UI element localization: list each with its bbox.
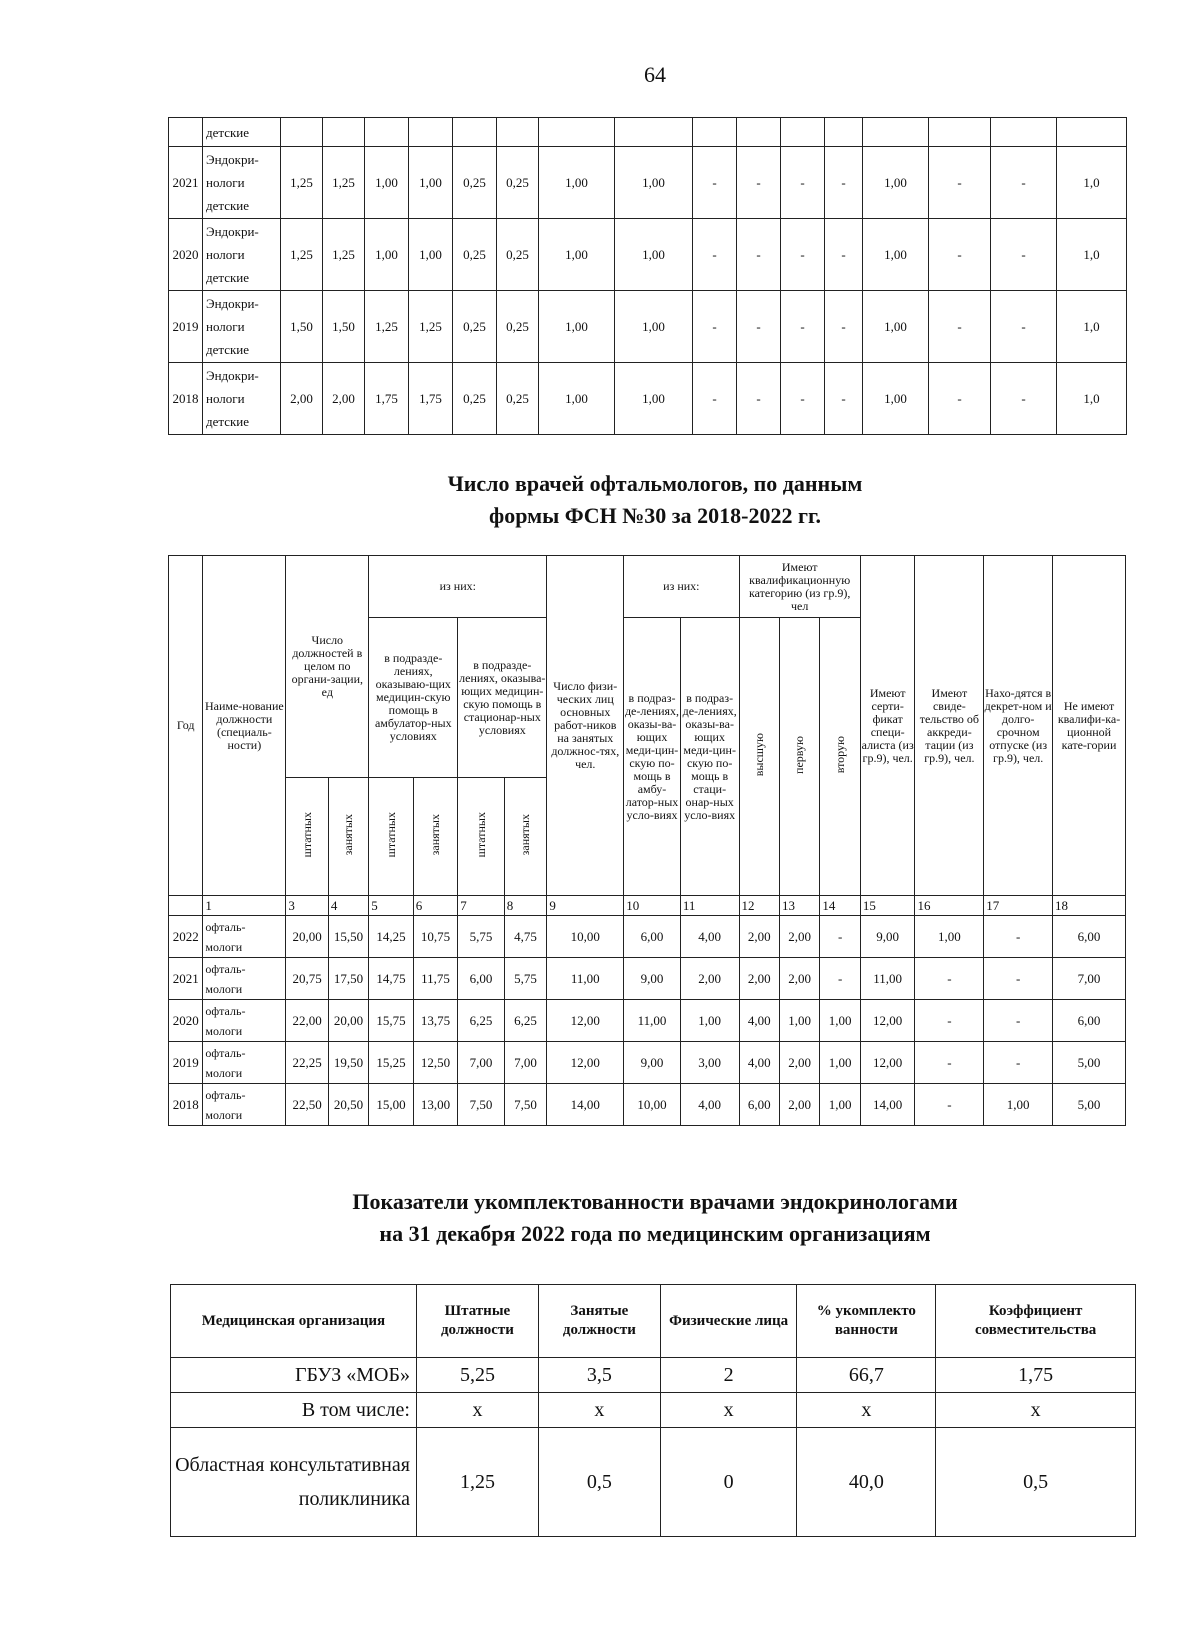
header-highest: высшую xyxy=(751,733,766,777)
position-name-line: Эндокри- xyxy=(206,152,259,167)
table-cell: 4,00 xyxy=(680,916,739,958)
table-cell: - xyxy=(825,219,863,291)
header-name: Наиме-нование должности (специаль-ности) xyxy=(203,556,286,896)
table-cell: 1,00 xyxy=(409,219,453,291)
table-cell: 7,00 xyxy=(1053,958,1126,1000)
position-name xyxy=(203,1000,286,1042)
table-cell: 20,00 xyxy=(328,1000,368,1042)
table-cell: - xyxy=(737,219,781,291)
table-row xyxy=(169,958,1126,1000)
header-staff: штатных xyxy=(383,812,398,858)
header-occupied-positions: Занятые должности xyxy=(538,1285,660,1358)
table-cell: x xyxy=(660,1393,797,1428)
table-cell: 10,00 xyxy=(547,916,624,958)
position-name xyxy=(203,219,281,291)
year-cell: 2021 xyxy=(169,147,203,219)
table-cell: - xyxy=(991,219,1057,291)
table-cell: 0,25 xyxy=(453,291,497,363)
table-cell: 12,00 xyxy=(547,1042,624,1084)
position-name-line: нологи xyxy=(206,247,245,262)
header-physical-persons: Число физи-ческих лиц основных работ-ников на занятых должнос-тях, чел. xyxy=(547,556,624,896)
table-cell: 7,50 xyxy=(458,1084,505,1126)
table-cell: 2,00 xyxy=(779,916,819,958)
column-number: 6 xyxy=(413,896,458,916)
column-number: 5 xyxy=(369,896,414,916)
table-cell: 40,0 xyxy=(797,1428,936,1537)
table-cell: 0,25 xyxy=(497,219,539,291)
table-cell: 3,5 xyxy=(538,1358,660,1393)
table-cell: 19,50 xyxy=(328,1042,368,1084)
table-cell: 0,25 xyxy=(453,219,497,291)
column-numbers-row xyxy=(169,896,1126,916)
position-name-line: офталь- xyxy=(205,1003,246,1018)
table-cell: - xyxy=(984,916,1053,958)
table-cell: 12,00 xyxy=(547,1000,624,1042)
table-cell: 1,75 xyxy=(365,363,409,435)
position-name-line: детские xyxy=(206,270,250,285)
column-number: 16 xyxy=(915,896,984,916)
column-number: 4 xyxy=(328,896,368,916)
year-cell: 2021 xyxy=(169,958,203,1000)
table-cell: 7,50 xyxy=(504,1084,547,1126)
header-ambulatory: в подразде-лениях, оказываю-щих медицин-скую помощь в амбулатор-ных условиях xyxy=(369,618,458,778)
column-number: 1 xyxy=(203,896,286,916)
position-name-line: мологи xyxy=(205,1023,243,1038)
table-cell: 1,0 xyxy=(1057,363,1127,435)
column-number: 14 xyxy=(820,896,860,916)
organization-name: ГБУЗ «МОБ» xyxy=(171,1358,417,1393)
table-cell: 11,00 xyxy=(547,958,624,1000)
table-cell: 5,75 xyxy=(504,958,547,1000)
table-cell: - xyxy=(737,363,781,435)
table-cell: 12,00 xyxy=(860,1000,915,1042)
year-cell: 2019 xyxy=(169,291,203,363)
table-cell: 6,25 xyxy=(504,1000,547,1042)
position-name xyxy=(203,291,281,363)
table-cell: 14,75 xyxy=(369,958,414,1000)
table-cell: 1,25 xyxy=(409,291,453,363)
table-cell: 1,00 xyxy=(984,1084,1053,1126)
table-cell: 1,00 xyxy=(915,916,984,958)
table-cell: 1,0 xyxy=(1057,219,1127,291)
table-cell: 1,75 xyxy=(936,1358,1136,1393)
table-cell: 1,25 xyxy=(281,219,323,291)
table-cell: 6,00 xyxy=(1053,1000,1126,1042)
table-cell: - xyxy=(929,291,991,363)
position-name-line: нологи xyxy=(206,319,245,334)
header-second: вторую xyxy=(832,736,847,774)
year-cell: 2022 xyxy=(169,916,203,958)
table-cell: 2,00 xyxy=(739,916,779,958)
table-cell: - xyxy=(929,147,991,219)
position-name-line: мологи xyxy=(205,1065,243,1080)
year-cell: 2018 xyxy=(169,1084,203,1126)
table-row xyxy=(171,1358,1136,1393)
table-row xyxy=(171,1428,1136,1537)
table-row xyxy=(169,219,1127,291)
section-title-staffing: Показатели укомплектованности врачами эндокринологами на 31 декабря 2022 года по медицинским организациям xyxy=(352,1189,958,1246)
table-cell: 14,00 xyxy=(860,1084,915,1126)
table-cell: - xyxy=(929,219,991,291)
header-staff-positions: Штатные должности xyxy=(416,1285,538,1358)
table-cell: 1,00 xyxy=(863,219,929,291)
position-name xyxy=(203,363,281,435)
table-cell: - xyxy=(693,291,737,363)
organization-name: В том числе: xyxy=(171,1393,417,1428)
position-name-line: мологи xyxy=(205,1107,243,1122)
year-cell: 2019 xyxy=(169,1042,203,1084)
table-cell: 1,00 xyxy=(863,291,929,363)
table-cell: 1,50 xyxy=(281,291,323,363)
table-cell: 15,50 xyxy=(328,916,368,958)
table-cell: 6,25 xyxy=(458,1000,505,1042)
table-cell: 5,00 xyxy=(1053,1042,1126,1084)
header-occupied: занятых xyxy=(341,814,356,856)
table-cell: - xyxy=(693,363,737,435)
table-cell: 1,00 xyxy=(539,147,615,219)
table-cell: - xyxy=(991,291,1057,363)
table-cell: 0,5 xyxy=(538,1428,660,1537)
table-cell: x xyxy=(538,1393,660,1428)
table-cell: 22,50 xyxy=(286,1084,328,1126)
table-cell: - xyxy=(825,363,863,435)
table-cell: 6,00 xyxy=(739,1084,779,1126)
table-cell: 0,25 xyxy=(453,363,497,435)
table-cell: 2,00 xyxy=(739,958,779,1000)
table-cell: - xyxy=(781,219,825,291)
table-cell: 1,00 xyxy=(539,291,615,363)
table-cell: 17,50 xyxy=(328,958,368,1000)
header-accreditation: Имеют свиде-тельство об аккреди-тации (из гр.9), чел. xyxy=(915,556,984,896)
table-cell: - xyxy=(781,147,825,219)
table-cell: 7,00 xyxy=(504,1042,547,1084)
table-cell: 7,00 xyxy=(458,1042,505,1084)
table-cell: 4,75 xyxy=(504,916,547,958)
table-cell: - xyxy=(915,1000,984,1042)
table-cell: 1,00 xyxy=(820,1042,860,1084)
column-number xyxy=(169,896,203,916)
table-cell: x xyxy=(416,1393,538,1428)
table-cell: 22,00 xyxy=(286,1000,328,1042)
table-cell: 10,75 xyxy=(413,916,458,958)
table-cell: 9,00 xyxy=(860,916,915,958)
header-staff: штатных xyxy=(473,812,488,858)
header-occupied: занятых xyxy=(428,814,443,856)
column-number: 13 xyxy=(779,896,819,916)
header-staffing-percent: % укомплекто ванности xyxy=(797,1285,936,1358)
header-no-category: Не имеют квалифи-ка-ционной кате-гории xyxy=(1053,556,1126,896)
position-name-line: детские xyxy=(206,414,250,429)
table-cell: 1,25 xyxy=(323,147,365,219)
table-row xyxy=(169,118,1127,147)
position-name-line: детские xyxy=(206,342,250,357)
table-cell: 0,5 xyxy=(936,1428,1136,1537)
section-title-ophthalmologists: Число врачей офтальмологов, по данным формы ФСН №30 за 2018-2022 гг. xyxy=(447,471,863,528)
table-cell: 0,25 xyxy=(497,147,539,219)
table-cell: 1,25 xyxy=(323,219,365,291)
table-row xyxy=(169,1042,1126,1084)
column-number: 15 xyxy=(860,896,915,916)
column-number: 12 xyxy=(739,896,779,916)
table-cell: 1,50 xyxy=(323,291,365,363)
position-name-line: офталь- xyxy=(205,961,246,976)
header-coefficient: Коэффициент совместительства xyxy=(936,1285,1136,1358)
table-cell: - xyxy=(984,958,1053,1000)
header-of-them: из них: xyxy=(369,556,547,618)
table-row xyxy=(169,147,1127,219)
table-cell: 1,00 xyxy=(680,1000,739,1042)
table-cell: 1,00 xyxy=(820,1084,860,1126)
table-cell: - xyxy=(991,363,1057,435)
table-cell: - xyxy=(915,1042,984,1084)
year-cell: 2018 xyxy=(169,363,203,435)
header-leave: Нахо-дятся в декрет-ном и долго-срочном отпуске (из гр.9), чел. xyxy=(984,556,1053,896)
position-name xyxy=(203,1042,286,1084)
table-cell: 3,00 xyxy=(680,1042,739,1084)
table-row xyxy=(171,1393,1136,1428)
table-cell: - xyxy=(820,958,860,1000)
page-number: 64 xyxy=(644,62,666,87)
position-name xyxy=(203,958,286,1000)
year-cell: 2020 xyxy=(169,1000,203,1042)
table-cell: 0,25 xyxy=(497,291,539,363)
table-cell: 1,75 xyxy=(409,363,453,435)
table-cell: 2,00 xyxy=(779,1084,819,1126)
table-cell: - xyxy=(929,363,991,435)
table-cell: 2,00 xyxy=(680,958,739,1000)
table-cell: 1,00 xyxy=(615,363,693,435)
table-cell: 1,00 xyxy=(365,219,409,291)
table-cell: 14,00 xyxy=(547,1084,624,1126)
table-cell: 5,75 xyxy=(458,916,505,958)
table-cell: - xyxy=(693,219,737,291)
column-number: 3 xyxy=(286,896,328,916)
position-name: детские xyxy=(203,118,281,147)
table-cell: 9,00 xyxy=(624,958,681,1000)
table-cell: 0,25 xyxy=(497,363,539,435)
table-cell: 12,50 xyxy=(413,1042,458,1084)
header-physical-persons: Физические лица xyxy=(660,1285,797,1358)
position-name-line: Эндокри- xyxy=(206,296,259,311)
table-cell: 12,00 xyxy=(860,1042,915,1084)
position-name-line: Эндокри- xyxy=(206,368,259,383)
organization-name: Областная консультативная поликлиника xyxy=(171,1428,417,1537)
position-name-line: офталь- xyxy=(205,919,246,934)
table-cell: 0 xyxy=(660,1428,797,1537)
table-cell: 1,00 xyxy=(615,291,693,363)
table-cell: 10,00 xyxy=(624,1084,681,1126)
table-cell: 2,00 xyxy=(281,363,323,435)
table-cell: - xyxy=(693,147,737,219)
table-row xyxy=(169,1000,1126,1042)
column-number: 17 xyxy=(984,896,1053,916)
table-cell: 1,00 xyxy=(863,363,929,435)
table-cell: 15,75 xyxy=(369,1000,414,1042)
table-cell: - xyxy=(737,147,781,219)
table-cell: 13,00 xyxy=(413,1084,458,1126)
table-cell: 15,00 xyxy=(369,1084,414,1126)
table-cell: - xyxy=(984,1000,1053,1042)
position-name xyxy=(203,147,281,219)
table-cell: 9,00 xyxy=(624,1042,681,1084)
table-cell: 13,75 xyxy=(413,1000,458,1042)
table-cell: 2,00 xyxy=(779,958,819,1000)
position-name-line: нологи xyxy=(206,391,245,406)
table-cell: 66,7 xyxy=(797,1358,936,1393)
position-name-line: нологи xyxy=(206,175,245,190)
table-cell: - xyxy=(915,1084,984,1126)
table-cell: 1,25 xyxy=(281,147,323,219)
table-cell: - xyxy=(984,1042,1053,1084)
table-cell: 5,00 xyxy=(1053,1084,1126,1126)
table-row xyxy=(169,1084,1126,1126)
header-occupied: занятых xyxy=(518,814,533,856)
table-cell: 1,00 xyxy=(539,219,615,291)
header-organization: Медицинская организация xyxy=(171,1285,417,1358)
table-cell: - xyxy=(825,291,863,363)
table-cell: x xyxy=(797,1393,936,1428)
table-cell: 2 xyxy=(660,1358,797,1393)
year-cell: 2020 xyxy=(169,219,203,291)
table-cell: - xyxy=(737,291,781,363)
position-name-line: офталь- xyxy=(205,1045,246,1060)
table-cell: 5,25 xyxy=(416,1358,538,1393)
column-number: 8 xyxy=(504,896,547,916)
position-name-line: детские xyxy=(206,198,250,213)
header-staff: штатных xyxy=(299,812,314,858)
table-cell: - xyxy=(915,958,984,1000)
table-cell: 1,25 xyxy=(416,1428,538,1537)
table-cell: 11,00 xyxy=(860,958,915,1000)
table-cell: 1,00 xyxy=(365,147,409,219)
table-cell: 11,00 xyxy=(624,1000,681,1042)
header-year: Год xyxy=(169,556,203,896)
table-cell: - xyxy=(825,147,863,219)
position-name-line: мологи xyxy=(205,939,243,954)
table-cell: 11,75 xyxy=(413,958,458,1000)
position-name xyxy=(203,916,286,958)
table-cell: 2,00 xyxy=(323,363,365,435)
table-cell: 4,00 xyxy=(680,1084,739,1126)
table-cell: - xyxy=(991,147,1057,219)
table-cell: 6,00 xyxy=(624,916,681,958)
position-name-line: офталь- xyxy=(205,1087,246,1102)
header-qualification: Имеют квалификационную категорию (из гр.9), чел xyxy=(739,556,860,618)
table-cell: 20,00 xyxy=(286,916,328,958)
table-cell: 20,75 xyxy=(286,958,328,1000)
column-number: 10 xyxy=(624,896,681,916)
table-cell: 0,25 xyxy=(453,147,497,219)
header-phys-stationary: в подраз-де-лениях, оказы-ва-ющих меди-цин-скую по-мощь в стаци-онар-ных усло-виях xyxy=(680,618,739,896)
staffing-table xyxy=(170,1284,1136,1537)
table-cell: 6,00 xyxy=(1053,916,1126,958)
table-cell: 2,00 xyxy=(779,1042,819,1084)
table-cell: 1,25 xyxy=(365,291,409,363)
column-number: 18 xyxy=(1053,896,1126,916)
column-number: 9 xyxy=(547,896,624,916)
header-of-them-2: из них: xyxy=(624,556,739,618)
table-cell: 1,00 xyxy=(615,147,693,219)
table-row xyxy=(169,363,1127,435)
table-cell: 6,00 xyxy=(458,958,505,1000)
table-cell: 14,25 xyxy=(369,916,414,958)
table-cell: 1,00 xyxy=(409,147,453,219)
endocrinologists-table xyxy=(168,117,1127,435)
column-number: 7 xyxy=(458,896,505,916)
table-cell: 22,25 xyxy=(286,1042,328,1084)
ophthalmologists-table xyxy=(168,555,1126,1126)
table-cell: - xyxy=(781,291,825,363)
table-cell: 1,00 xyxy=(539,363,615,435)
table-cell: - xyxy=(781,363,825,435)
table-cell: 1,0 xyxy=(1057,291,1127,363)
table-cell: 4,00 xyxy=(739,1042,779,1084)
position-name xyxy=(203,1084,286,1126)
table-cell: 1,00 xyxy=(820,1000,860,1042)
table-cell: 1,00 xyxy=(779,1000,819,1042)
header-first: первую xyxy=(792,736,807,774)
table-cell: 20,50 xyxy=(328,1084,368,1126)
table-cell: 1,0 xyxy=(1057,147,1127,219)
header-phys-ambulatory: в подраз-де-лениях, оказы-ва-ющих меди-цин-скую по-мощь в амбу-латор-ных усло-виях xyxy=(624,618,681,896)
table-cell: 1,00 xyxy=(863,147,929,219)
position-name-line: Эндокри- xyxy=(206,224,259,239)
header-stationary: в подразде-лениях, оказыва-ющих медицин-скую помощь в стационар-ных условиях xyxy=(458,618,547,778)
column-number: 11 xyxy=(680,896,739,916)
table-row xyxy=(169,916,1126,958)
table-cell: 15,25 xyxy=(369,1042,414,1084)
table-cell: - xyxy=(820,916,860,958)
header-certificate: Имеют серти-фикат специ-алиста (из гр.9), чел. xyxy=(860,556,915,896)
header-posts: Число должностей в целом по органи-зации, ед xyxy=(286,556,369,778)
table-cell: x xyxy=(936,1393,1136,1428)
table-row xyxy=(169,291,1127,363)
position-name-line: мологи xyxy=(205,981,243,996)
table-cell: 1,00 xyxy=(615,219,693,291)
table-cell: 4,00 xyxy=(739,1000,779,1042)
